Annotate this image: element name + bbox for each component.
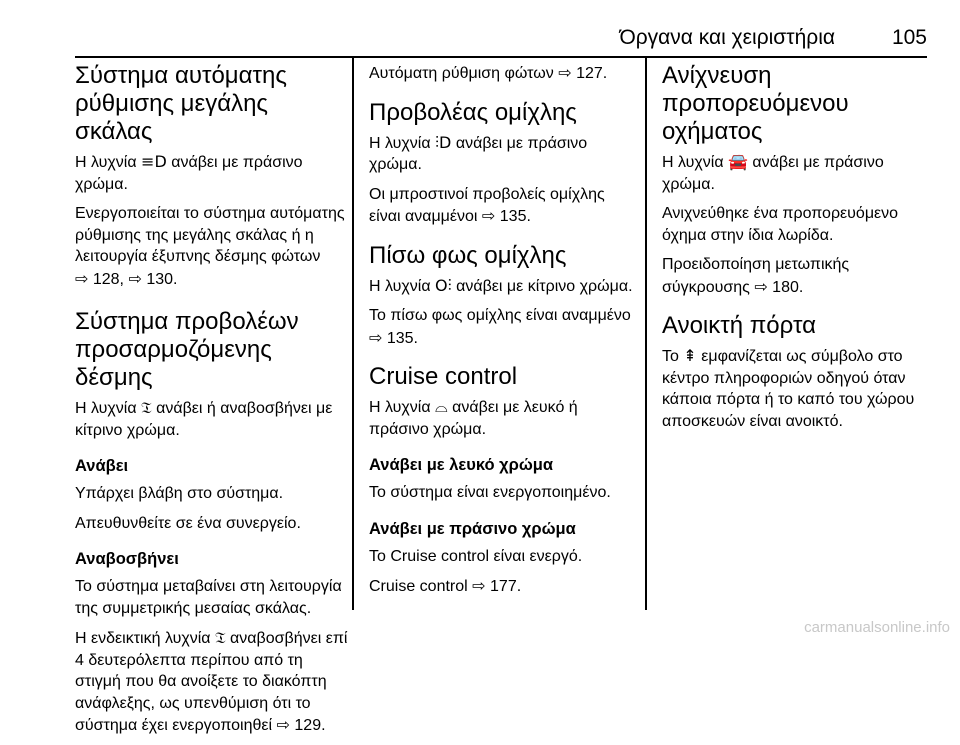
- page-ref-link[interactable]: 128,: [92, 270, 129, 288]
- paragraph: Ενεργοποιείται το σύστημα αυτόματης ρύθμισης της μεγάλης σκάλας ή η λειτουργία έξυπνης δέσμης φώτων ⇨ 128, ⇨ 130.: [75, 205, 345, 288]
- front-fog-light-icon: ⫶D: [435, 132, 452, 152]
- page-ref-link[interactable]: 177.: [490, 578, 522, 595]
- paragraph: Η λυχνία 𝔗 ανάβει ή αναβοσβήνει με κίτρινο χρώμα.: [75, 398, 333, 439]
- column-3: [662, 62, 927, 440]
- ref-arrow-icon: ⇨: [481, 206, 496, 225]
- ref-arrow-icon: ⇨: [276, 715, 290, 734]
- heading-fog-light: Προβολέας ομίχλης: [369, 98, 577, 126]
- heading-cruise-control: Cruise control: [369, 363, 518, 390]
- adaptive-beam-icon: 𝔗: [214, 628, 226, 647]
- page-number: 105: [891, 26, 927, 49]
- ref-arrow-icon: ⇨: [75, 268, 89, 288]
- door-open-icon: ⇞: [683, 346, 697, 365]
- watermark: carmanualsonline.info: [804, 619, 950, 636]
- page-ref-link[interactable]: 127.: [576, 65, 608, 82]
- rear-fog-light-icon: O⫶: [435, 275, 452, 295]
- subheading-white: Ανάβει με λευκό χρώμα: [369, 456, 554, 474]
- page-ref-link[interactable]: 135.: [499, 208, 531, 225]
- heading-door-open: Ανοικτή πόρτα: [662, 312, 816, 339]
- paragraph: Υπάρχει βλάβη στο σύστημα.: [75, 485, 284, 502]
- cruise-control-icon: ⌓: [435, 397, 448, 416]
- subheading-green: Ανάβει με πράσινο χρώμα: [369, 519, 576, 538]
- paragraph: Οι μπροστινοί προβολείς ομίχλης είναι αναμμένοι ⇨ 135.: [369, 185, 605, 225]
- auto-high-beam-icon: ≡D: [141, 152, 167, 171]
- header-rule: [75, 56, 927, 58]
- column-1: [75, 62, 350, 745]
- subheading-lights: Ανάβει: [75, 457, 129, 475]
- adaptive-beam-icon: 𝔗: [141, 398, 152, 417]
- heading-rear-fog: Πίσω φως ομίχλης: [369, 241, 567, 269]
- paragraph: Η ενδεικτική λυχνία 𝔗 αναβοσβήνει επί 4 δευτερόλεπτα περίπου από τη στιγμή που θα ανοίξετε το διακόπτη ανάφλεξης, ως υπενθύμιση ότι το σύστημα έχει ενεργοποιηθεί ⇨ 129.: [75, 628, 348, 734]
- paragraph: Προειδοποίηση μετωπικής σύγκρουσης ⇨ 180.: [662, 256, 850, 296]
- ref-arrow-icon: ⇨: [369, 327, 383, 347]
- paragraph: Το σύστημα μεταβαίνει στη λειτουργία της συμμετρικής μεσαίας σκάλας.: [75, 578, 342, 617]
- column-divider-1: [352, 58, 354, 610]
- paragraph: Αυτόματη ρύθμιση φώτων ⇨ 127.: [369, 63, 608, 82]
- ref-arrow-icon: ⇨: [754, 276, 768, 296]
- paragraph: Ανιχνεύθηκε ένα προπορευόμενο όχημα στην ίδια λωρίδα.: [662, 205, 899, 244]
- page-ref-link[interactable]: 180.: [772, 278, 804, 296]
- column-divider-2: [645, 58, 647, 610]
- header-title: Όργανα και χειριστήρια: [619, 26, 835, 49]
- heading-vehicle-ahead: Ανίχνευση προπορευόμενου οχήματος: [662, 62, 849, 145]
- paragraph: Η λυχνία ≡D ανάβει με πράσινο χρώμα.: [75, 152, 303, 193]
- paragraph: Η λυχνία ⌓ ανάβει με λευκό ή πράσινο χρώμα.: [369, 397, 578, 438]
- paragraph: Το ⇞ εμφανίζεται ως σύμβολο στο κέντρο πληροφοριών οδηγού όταν κάποια πόρτα ή το καπό του χώρου αποσκευών είναι ανοικτό.: [662, 346, 915, 430]
- page-header: [75, 26, 927, 56]
- paragraph: Το πίσω φως ομίχλης είναι αναμμένο ⇨ 135.: [369, 307, 631, 347]
- ref-arrow-icon: ⇨: [558, 63, 572, 82]
- paragraph: Το σύστημα είναι ενεργοποιημένο.: [369, 484, 611, 501]
- heading-auto-high-beam: Σύστημα αυτόματης ρύθμισης μεγάλης σκάλας: [75, 62, 287, 145]
- subheading-flashes: Αναβοσβήνει: [75, 550, 179, 568]
- paragraph: Η λυχνία ⫶D ανάβει με πράσινο χρώμα.: [369, 132, 588, 173]
- paragraph: Το Cruise control είναι ενεργό.: [369, 547, 583, 565]
- column-2: [369, 62, 639, 606]
- paragraph: Η λυχνία O⫶ ανάβει με κίτρινο χρώμα.: [369, 275, 633, 295]
- ref-arrow-icon: ⇨: [128, 268, 142, 288]
- paragraph: Η λυχνία 🚘 ανάβει με πράσινο χρώμα.: [662, 152, 884, 193]
- vehicle-ahead-icon: 🚘: [728, 152, 748, 171]
- paragraph: Απευθυνθείτε σε ένα συνεργείο.: [75, 514, 301, 532]
- paragraph: Cruise control ⇨ 177.: [369, 576, 522, 595]
- ref-arrow-icon: ⇨: [472, 576, 486, 595]
- page-ref-link[interactable]: 130.: [146, 270, 178, 288]
- page-ref-link[interactable]: 135.: [386, 329, 418, 347]
- page-ref-link[interactable]: 129.: [294, 717, 326, 734]
- heading-adaptive-beam: Σύστημα προβολέων προσαρμοζόμενης δέσμης: [75, 308, 299, 391]
